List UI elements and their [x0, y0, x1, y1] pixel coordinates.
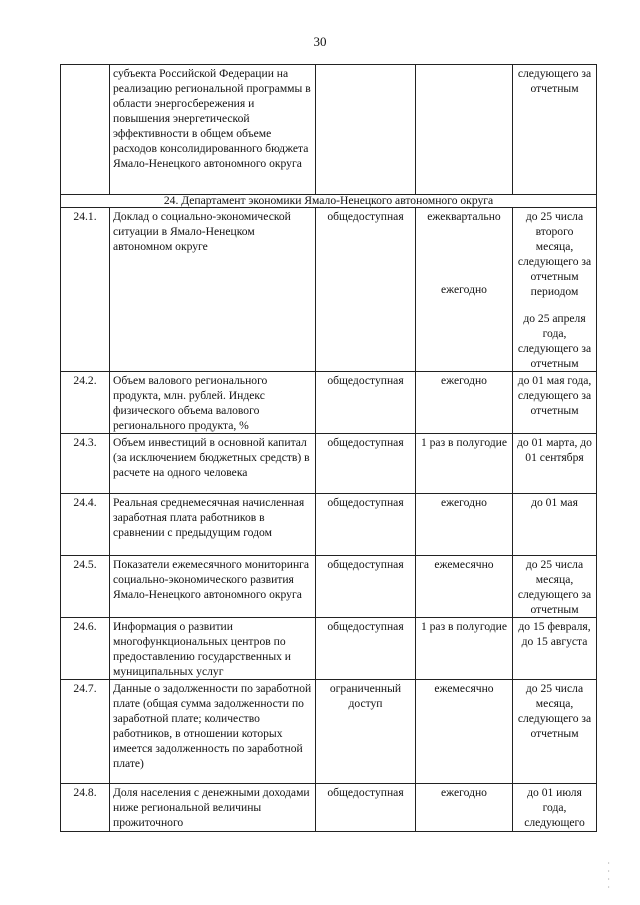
page-number: 30: [313, 34, 327, 49]
row-access: общедоступная: [316, 494, 416, 556]
row-period: ежегодно: [416, 784, 513, 832]
period-quarterly: ежеквартально: [427, 210, 501, 223]
row-access: общедоступная: [316, 784, 416, 832]
row-number: 24.1.: [61, 208, 110, 372]
table-row: [61, 784, 597, 832]
row-name: Показатели ежемесячного мониторинга социально-экономического развития Ямало-Ненецкого автономного округа: [110, 556, 316, 618]
row-name: Реальная среднемесячная начисленная заработная плата работников в сравнении с предыдущим годом: [110, 494, 316, 556]
row-term: до 01 мая года, следующего за отчетным: [513, 372, 597, 434]
row-name: Информация о развитии многофункциональных центров по предоставлению государственных и муниципальных услуг: [110, 618, 316, 680]
row-access: общедоступная: [316, 434, 416, 494]
table-row: [61, 680, 597, 784]
row-period: ежемесячно: [416, 680, 513, 784]
row-period: 1 раз в полугодие: [416, 434, 513, 494]
section-title: 24. Департамент экономики Ямало-Ненецкого автономного округа: [61, 195, 597, 208]
table-row: [61, 494, 597, 556]
row-access: ограниченный доступ: [316, 680, 416, 784]
row-name: Доклад о социально-экономической ситуации в Ямало-Ненецком автономном округе: [110, 208, 316, 372]
row-number: 24.3.: [61, 434, 110, 494]
row-period: ежегодно: [416, 372, 513, 434]
num-cell: [61, 65, 110, 195]
table-row: [61, 618, 597, 680]
row-name: Данные о задолженности по заработной плате (общая сумма задолженности по заработной плате; количество работников, в отношении которых имеется задолженность по заработной плате): [110, 680, 316, 784]
row-access: общедоступная: [316, 372, 416, 434]
row-term: до 25 числа месяца, следующего за отчетным: [513, 556, 597, 618]
name-cell: субъекта Российской Федерации на реализацию региональной программы в области энергосбережения и повышения энергетической эффективности в общем объеме расходов консолидированного бюджета Ямало-Ненецкого автономного округа: [110, 65, 316, 195]
table-row: [61, 556, 597, 618]
row-term: до 25 числа месяца, следующего за отчетным: [513, 680, 597, 784]
term-quarterly: до 25 числа второго месяца, следующего за отчетным периодом: [517, 210, 592, 298]
row-number: 24.5.: [61, 556, 110, 618]
row-term: до 01 марта, до 01 сентября: [513, 434, 597, 494]
row-name: Объем валового регионального продукта, млн. рублей. Индекс физического объема валового регионального продукта, %: [110, 372, 316, 434]
section-header-row: [61, 195, 597, 208]
scan-margin-marks: · · · ·: [607, 859, 610, 892]
period-yearly: ежегодно: [441, 283, 487, 296]
term-yearly: до 25 апреля года, следующего за отчетным: [517, 312, 592, 370]
row-period: ежегодно: [416, 494, 513, 556]
row-period: 1 раз в полугодие: [416, 618, 513, 680]
continuation-row: [61, 65, 597, 195]
row-number: 24.6.: [61, 618, 110, 680]
row-term: до 01 июля года, следующего: [513, 784, 597, 832]
row-number: 24.4.: [61, 494, 110, 556]
table-row: [61, 208, 597, 372]
row-term: до 15 февраля, до 15 августа: [513, 618, 597, 680]
row-number: 24.2.: [61, 372, 110, 434]
row-period: ежемесячно: [416, 556, 513, 618]
row-term: [513, 208, 597, 372]
row-access: общедоступная: [316, 556, 416, 618]
table-row: [61, 372, 597, 434]
row-access: общедоступная: [316, 618, 416, 680]
row-name: Доля населения с денежными доходами ниже региональной величины прожиточного: [110, 784, 316, 832]
row-term: до 01 мая: [513, 494, 597, 556]
term-cell: следующего за отчетным: [513, 65, 597, 195]
table-row: [61, 434, 597, 494]
row-access: общедоступная: [316, 208, 416, 372]
row-number: 24.7.: [61, 680, 110, 784]
period-cell: [416, 65, 513, 195]
reporting-table: [60, 64, 597, 832]
row-period: [416, 208, 513, 372]
row-number: 24.8.: [61, 784, 110, 832]
access-cell: [316, 65, 416, 195]
row-name: Объем инвестиций в основной капитал (за исключением бюджетных средств) в расчете на одного человека: [110, 434, 316, 494]
